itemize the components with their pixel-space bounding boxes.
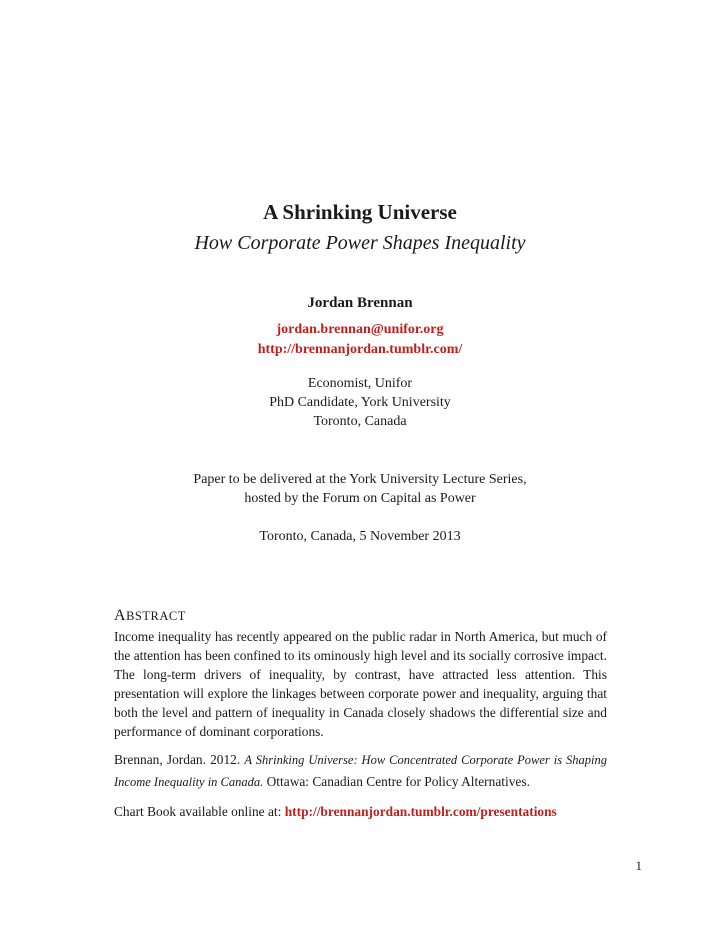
venue-line-2: hosted by the Forum on Capital as Power xyxy=(244,491,476,506)
affiliation-employer: Economist, Unifor xyxy=(307,376,413,391)
paper-subtitle: How Corporate Power Shapes Inequality xyxy=(194,232,526,254)
venue-line-1: Paper to be delivered at the York University Lecture Series, xyxy=(193,472,527,487)
author-website-link[interactable]: http://brennanjordan.tumblr.com/ xyxy=(257,342,463,357)
affiliation-location: Toronto, Canada xyxy=(313,414,407,429)
abstract-section xyxy=(114,606,607,741)
page-number: 1 xyxy=(635,858,642,873)
citation-work-title: A Shrinking Universe: How Concentrated Corporate Power is Shaping Income Inequality in Canada. xyxy=(114,753,607,789)
paper-title: A Shrinking Universe xyxy=(263,200,457,224)
citation-publisher: Ottawa: Canadian Centre for Policy Alternatives. xyxy=(266,774,530,789)
author-email-wrap xyxy=(0,318,720,338)
affiliation-university: PhD Candidate, York University xyxy=(269,395,451,410)
abstract-heading xyxy=(114,606,607,626)
abstract-body: Income inequality has recently appeared on the public radar in North America, but much of the attention has been confined to its ominously high level and its socially corrosive impact. The long-term drivers of inequality, by contrast, have attracted less attention. This presentation will explore the linkages between corporate power and inequality, arguing that both the level and pattern of inequality in Canada closely shadows the differential size and performance of dominant corporations. xyxy=(114,629,607,739)
author-email-link[interactable]: jordan.brennan@unifor.org xyxy=(276,322,444,337)
citation-authors: Brennan, Jordan. 2012. xyxy=(114,752,241,767)
abstract-heading-rest: BSTRACT xyxy=(126,609,186,623)
author-website-wrap xyxy=(0,338,720,358)
author-name: Jordan Brennan xyxy=(307,295,413,311)
chartbook-label: Chart Book available online at: xyxy=(114,804,282,819)
chartbook-link[interactable]: http://brennanjordan.tumblr.com/presentations xyxy=(284,804,557,819)
venue-date: Toronto, Canada, 5 November 2013 xyxy=(259,529,461,544)
abstract-heading-initial: A xyxy=(114,607,127,624)
citation xyxy=(114,749,607,793)
chartbook-line xyxy=(114,804,557,820)
